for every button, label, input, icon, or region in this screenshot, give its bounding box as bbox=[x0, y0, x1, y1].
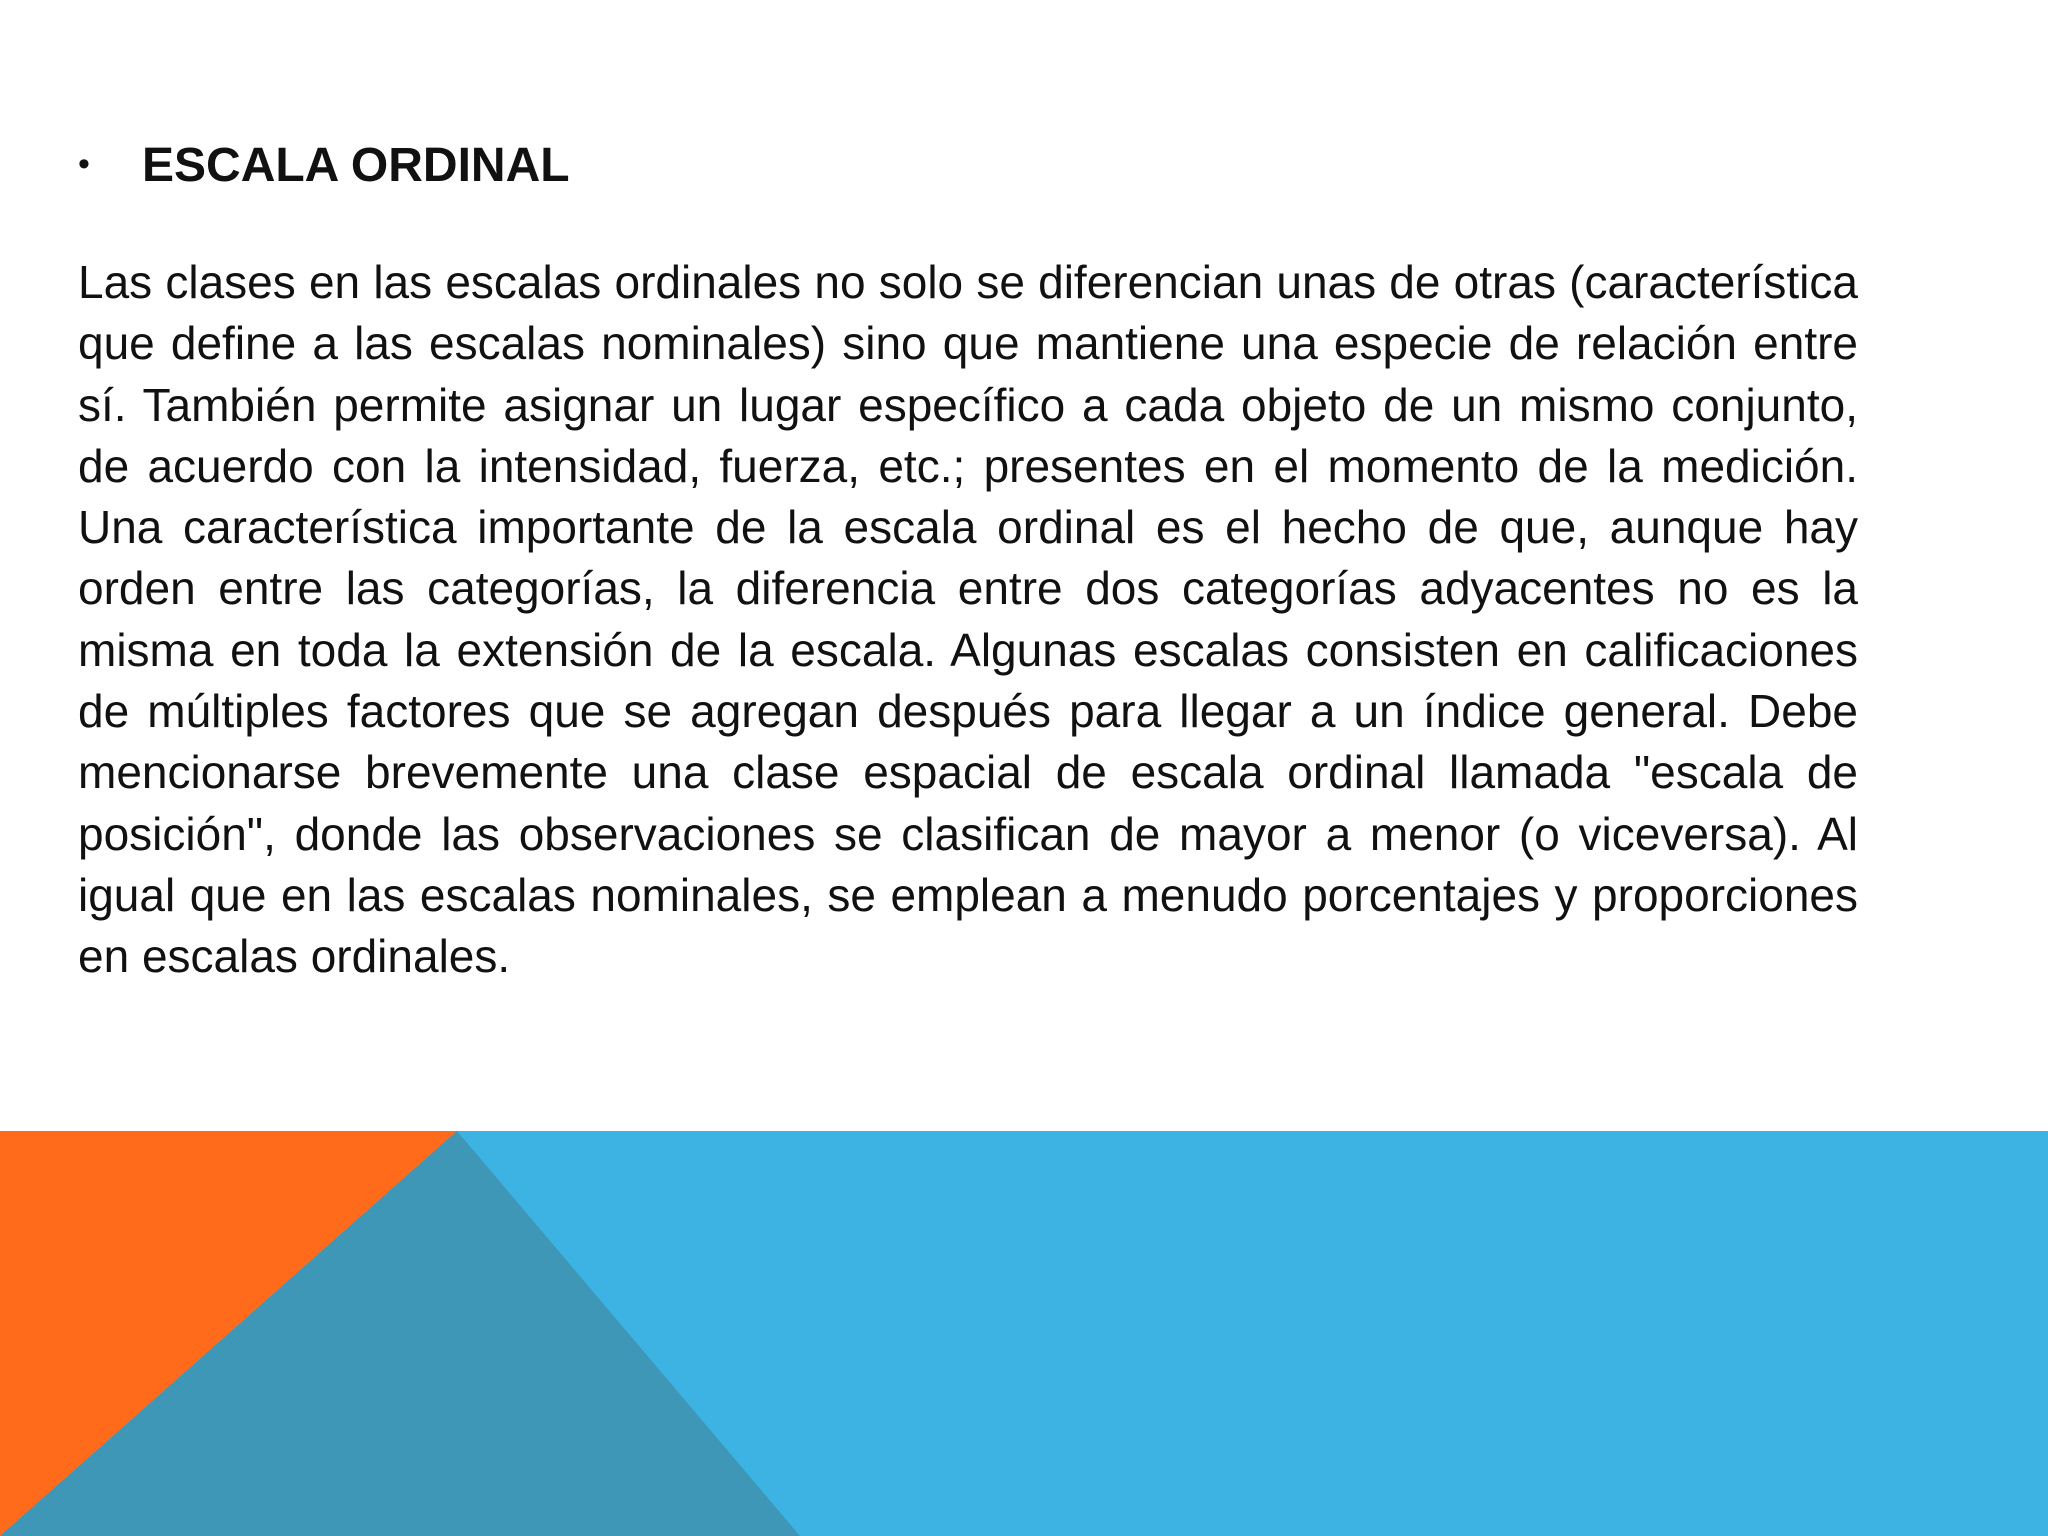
slide-content bbox=[78, 130, 1858, 988]
decorative-shapes bbox=[0, 1131, 2048, 1536]
bullet-marker: • bbox=[78, 145, 90, 183]
heading-row bbox=[78, 130, 1858, 200]
body-paragraph: Las clases en las escalas ordinales no solo se diferencian unas de otras (característica que define a las escalas nominales) sino que mantiene una especie de relación entre sí. También permite asignar un lugar específico a cada objeto de un mismo conjunto, de acuerdo con la intensidad, fuerza, etc.; presentes en el momento de la medición. Una característica importante de la escala ordinal es el hecho de que, aunque hay orden entre las categorías, la diferencia entre dos categorías adyacentes no es la misma en toda la extensión de la escala. Algunas escalas consisten en calificaciones de múltiples factores que se agregan después para llegar a un índice general. Debe mencionarse brevemente una clase espacial de escala ordinal llamada "escala de posición", donde las observaciones se clasifican de mayor a menor (o viceversa). Al igual que en las escalas nominales, se emplean a menudo porcentajes y proporciones en escalas ordinales. bbox=[78, 256, 1858, 983]
slide-heading: ESCALA ORDINAL bbox=[142, 138, 570, 192]
